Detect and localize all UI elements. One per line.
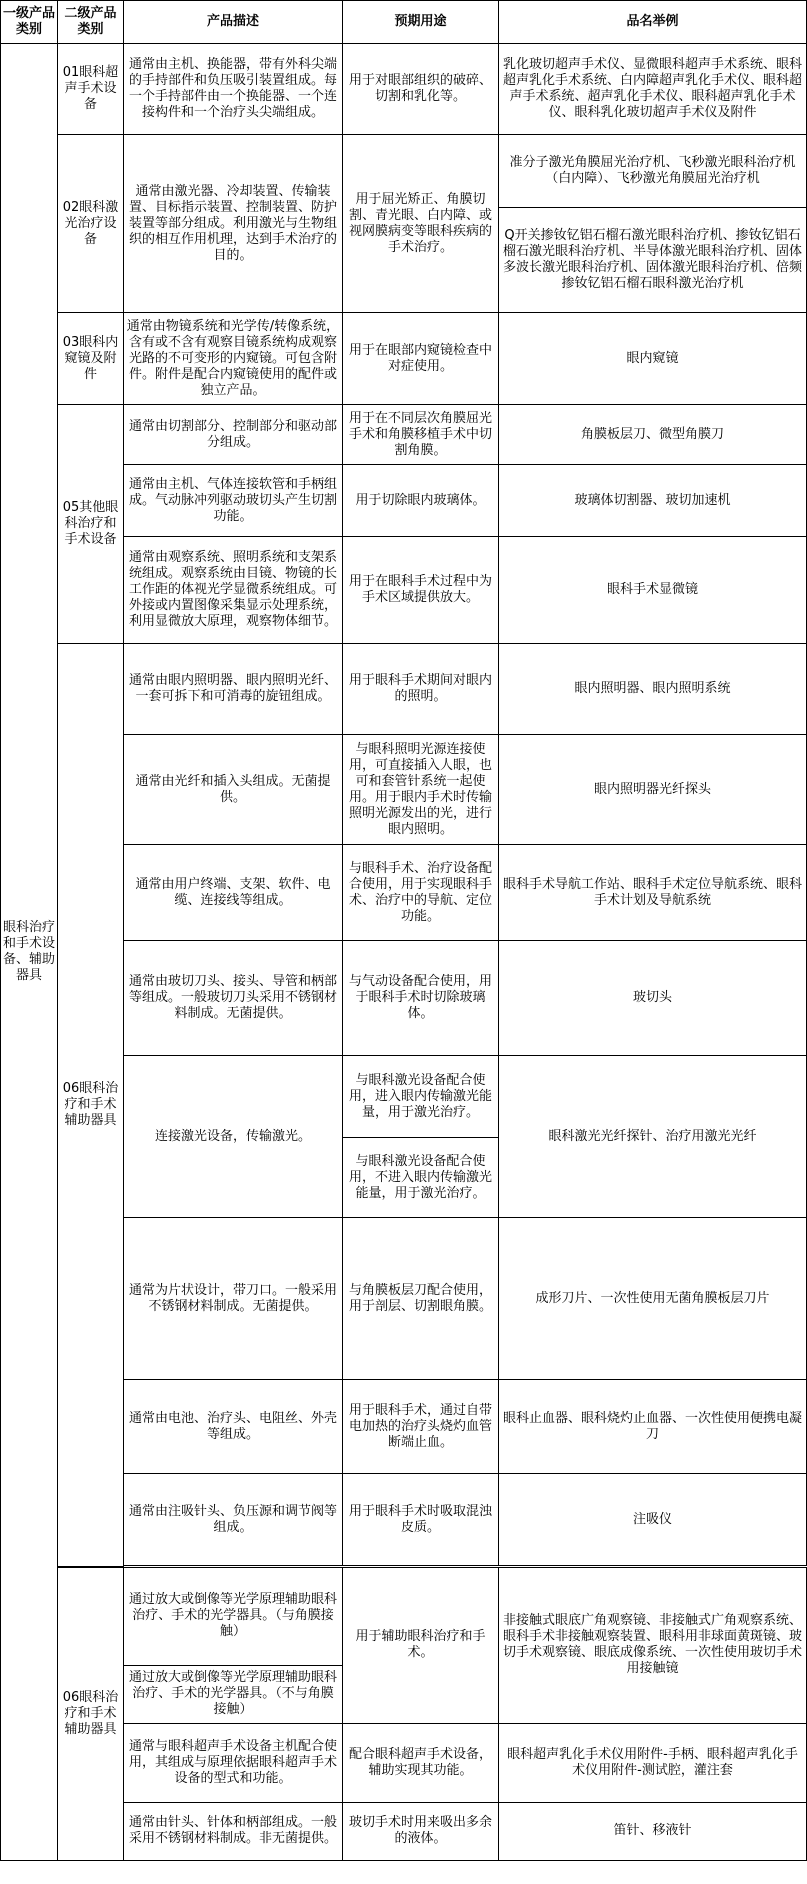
product-description: 通常由物镜系统和光学传/转像系统，含有或不含有观察目镜系统构成观察光路的不可变形的内窥镜。可包含附件。附件是配合内窥镜使用的配件或独立产品。 [124,313,343,405]
product-examples: 眼内照明器、眼内照明系统 [499,644,807,735]
product-examples: Q开关掺钕钇铝石榴石激光眼科治疗机、掺钕钇铝石榴石激光眼科治疗机、半导体激光眼科治疗机、固体多波长激光眼科治疗机、固体激光眼科治疗机、倍频掺钕钇铝石榴石眼科激光治疗机 [499,208,807,313]
table-row [1,644,807,735]
product-examples: 眼科超声乳化手术仪用附件-手柄、眼科超声乳化手术仪用附件-测试腔，灌注套 [499,1723,807,1802]
product-description: 通过放大或倒像等光学原理辅助眼科治疗、手术的光学器具。（与角膜接触） [124,1567,343,1665]
level1-category: 眼科治疗和手术设备、辅助器具 [1,44,58,1861]
table-header-row [1,1,807,44]
product-description: 通常由玻切刀头、接头、导管和柄部等组成。一般玻切刀头采用不锈钢材料制成。无菌提供。 [124,941,343,1056]
intended-use: 用于眼科手术时吸取混浊皮质。 [343,1474,499,1566]
product-description: 通常由切割部分、控制部分和驱动部分组成。 [124,405,343,465]
intended-use: 用于在眼部内窥镜检查中对症使用。 [343,313,499,405]
table-row [1,405,807,465]
level2-category: 01眼科超声手术设备 [58,44,124,135]
product-examples: 眼内照明器光纤探头 [499,735,807,845]
table-row [1,1567,807,1665]
intended-use: 用于在不同层次角膜屈光手术和角膜移植手术中切割角膜。 [343,405,499,465]
product-description: 通常由电池、治疗头、电阻丝、外壳等组成。 [124,1380,343,1474]
header-level1: 一级产品类别 [1,1,58,44]
intended-use: 用于屈光矫正、角膜切割、青光眼、白内障、或视网膜病变等眼科疾病的手术治疗。 [343,135,499,313]
header-intended-use: 预期用途 [343,1,499,44]
product-examples: 准分子激光角膜屈光治疗机、飞秒激光眼科治疗机（白内障）、飞秒激光角膜屈光治疗机 [499,135,807,208]
header-level2: 二级产品类别 [58,1,124,44]
intended-use: 玻切手术时用来吸出多余的液体。 [343,1802,499,1860]
intended-use: 与眼科照明光源连接使用，可直接插入人眼，也可和套管针系统一起使用。用于眼内手术时传输照明光源发出的光，进行眼内照明。 [343,735,499,845]
level2-category: 06眼科治疗和手术辅助器具 [58,1567,124,1861]
intended-use: 用于切除眼内玻璃体。 [343,465,499,537]
product-examples: 角膜板层刀、微型角膜刀 [499,405,807,465]
product-examples: 眼科手术显微镜 [499,537,807,644]
product-examples: 乳化玻切超声手术仪、显微眼科超声手术系统、眼科超声乳化手术系统、白内障超声乳化手术仪、眼科超声手术系统、超声乳化手术仪、眼科超声乳化手术仪、眼科乳化玻切超声手术仪及附件 [499,44,807,135]
intended-use: 用于对眼部组织的破碎、切割和乳化等。 [343,44,499,135]
table-row [1,44,807,135]
product-examples: 眼内窥镜 [499,313,807,405]
product-examples: 注吸仪 [499,1474,807,1566]
product-description: 通常为片状设计，带刀口。一般采用不锈钢材料制成。无菌提供。 [124,1218,343,1380]
product-description: 通常由激光器、冷却装置、传输装置、目标指示装置、控制装置、防护装置等部分组成。利用激光与生物组织的相互作用机理，达到手术治疗的目的。 [124,135,343,313]
level2-category: 06眼科治疗和手术辅助器具 [58,644,124,1567]
product-description: 通过放大或倒像等光学原理辅助眼科治疗、手术的光学器具。（不与角膜接触） [124,1665,343,1723]
table-row [1,135,807,208]
intended-use: 配合眼科超声手术设备，辅助实现其功能。 [343,1723,499,1802]
product-description: 通常由观察系统、照明系统和支架系统组成。观察系统由目镜、物镜的长工作距的体视光学显微系统组成。可外接或内置图像采集显示处理系统，利用显微放大原理，观察物体细节。 [124,537,343,644]
intended-use: 用于辅助眼科治疗和手术。 [343,1567,499,1723]
product-description: 通常由注吸针头、负压源和调节阀等组成。 [124,1474,343,1566]
product-examples: 眼科止血器、眼科烧灼止血器、一次性使用便携电凝刀 [499,1380,807,1474]
header-description: 产品描述 [124,1,343,44]
intended-use: 用于眼科手术期间对眼内的照明。 [343,644,499,735]
level2-category: 02眼科激光治疗设备 [58,135,124,313]
product-description: 通常由主机、换能器，带有外科尖端的手持部件和负压吸引装置组成。每一个手持部件由一个换能器、一个连接构件和一个治疗头尖端组成。 [124,44,343,135]
product-description: 通常与眼科超声手术设备主机配合使用，其组成与原理依据眼科超声手术设备的型式和功能。 [124,1723,343,1802]
product-description: 连接激光设备，传输激光。 [124,1056,343,1218]
product-examples: 眼科手术导航工作站、眼科手术定位导航系统、眼科手术计划及导航系统 [499,845,807,941]
product-examples: 非接触式眼底广角观察镜、非接触式广角观察系统、眼科手术非接触观察装置、眼科用非球面黄斑镜、玻切手术观察镜、眼底成像系统、一次性使用玻切手术用接触镜 [499,1567,807,1723]
table-row [1,313,807,405]
header-examples: 品名举例 [499,1,807,44]
product-description: 通常由光纤和插入头组成。无菌提供。 [124,735,343,845]
product-examples: 玻切头 [499,941,807,1056]
product-description: 通常由针头、针体和柄部组成。一般采用不锈钢材料制成。非无菌提供。 [124,1802,343,1860]
intended-use: 用于眼科手术，通过自带电加热的治疗头烧灼血管断端止血。 [343,1380,499,1474]
intended-use: 与眼科激光设备配合使用，进入眼内传输激光能量，用于激光治疗。 [343,1056,499,1138]
product-examples: 笛针、移液针 [499,1802,807,1860]
intended-use: 与眼科激光设备配合使用，不进入眼内传输激光能量，用于激光治疗。 [343,1138,499,1218]
product-description: 通常由用户终端、支架、软件、电缆、连接线等组成。 [124,845,343,941]
product-description: 通常由主机、气体连接软管和手柄组成。气动脉冲列驱动玻切头产生切割功能。 [124,465,343,537]
intended-use: 与角膜板层刀配合使用，用于剖层、切割眼角膜。 [343,1218,499,1380]
product-examples: 成形刀片、一次性使用无菌角膜板层刀片 [499,1218,807,1380]
intended-use: 用于在眼科手术过程中为手术区域提供放大。 [343,537,499,644]
product-examples: 玻璃体切割器、玻切加速机 [499,465,807,537]
intended-use: 与眼科手术、治疗设备配合使用，用于实现眼科手术、治疗中的导航、定位功能。 [343,845,499,941]
level2-category: 03眼科内窥镜及附件 [58,313,124,405]
level2-category: 05其他眼科治疗和手术设备 [58,405,124,644]
product-examples: 眼科激光光纤探针、治疗用激光光纤 [499,1056,807,1218]
intended-use: 与气动设备配合使用，用于眼科手术时切除玻璃体。 [343,941,499,1056]
product-description: 通常由眼内照明器、眼内照明光纤、一套可拆下和可消毒的旋钮组成。 [124,644,343,735]
